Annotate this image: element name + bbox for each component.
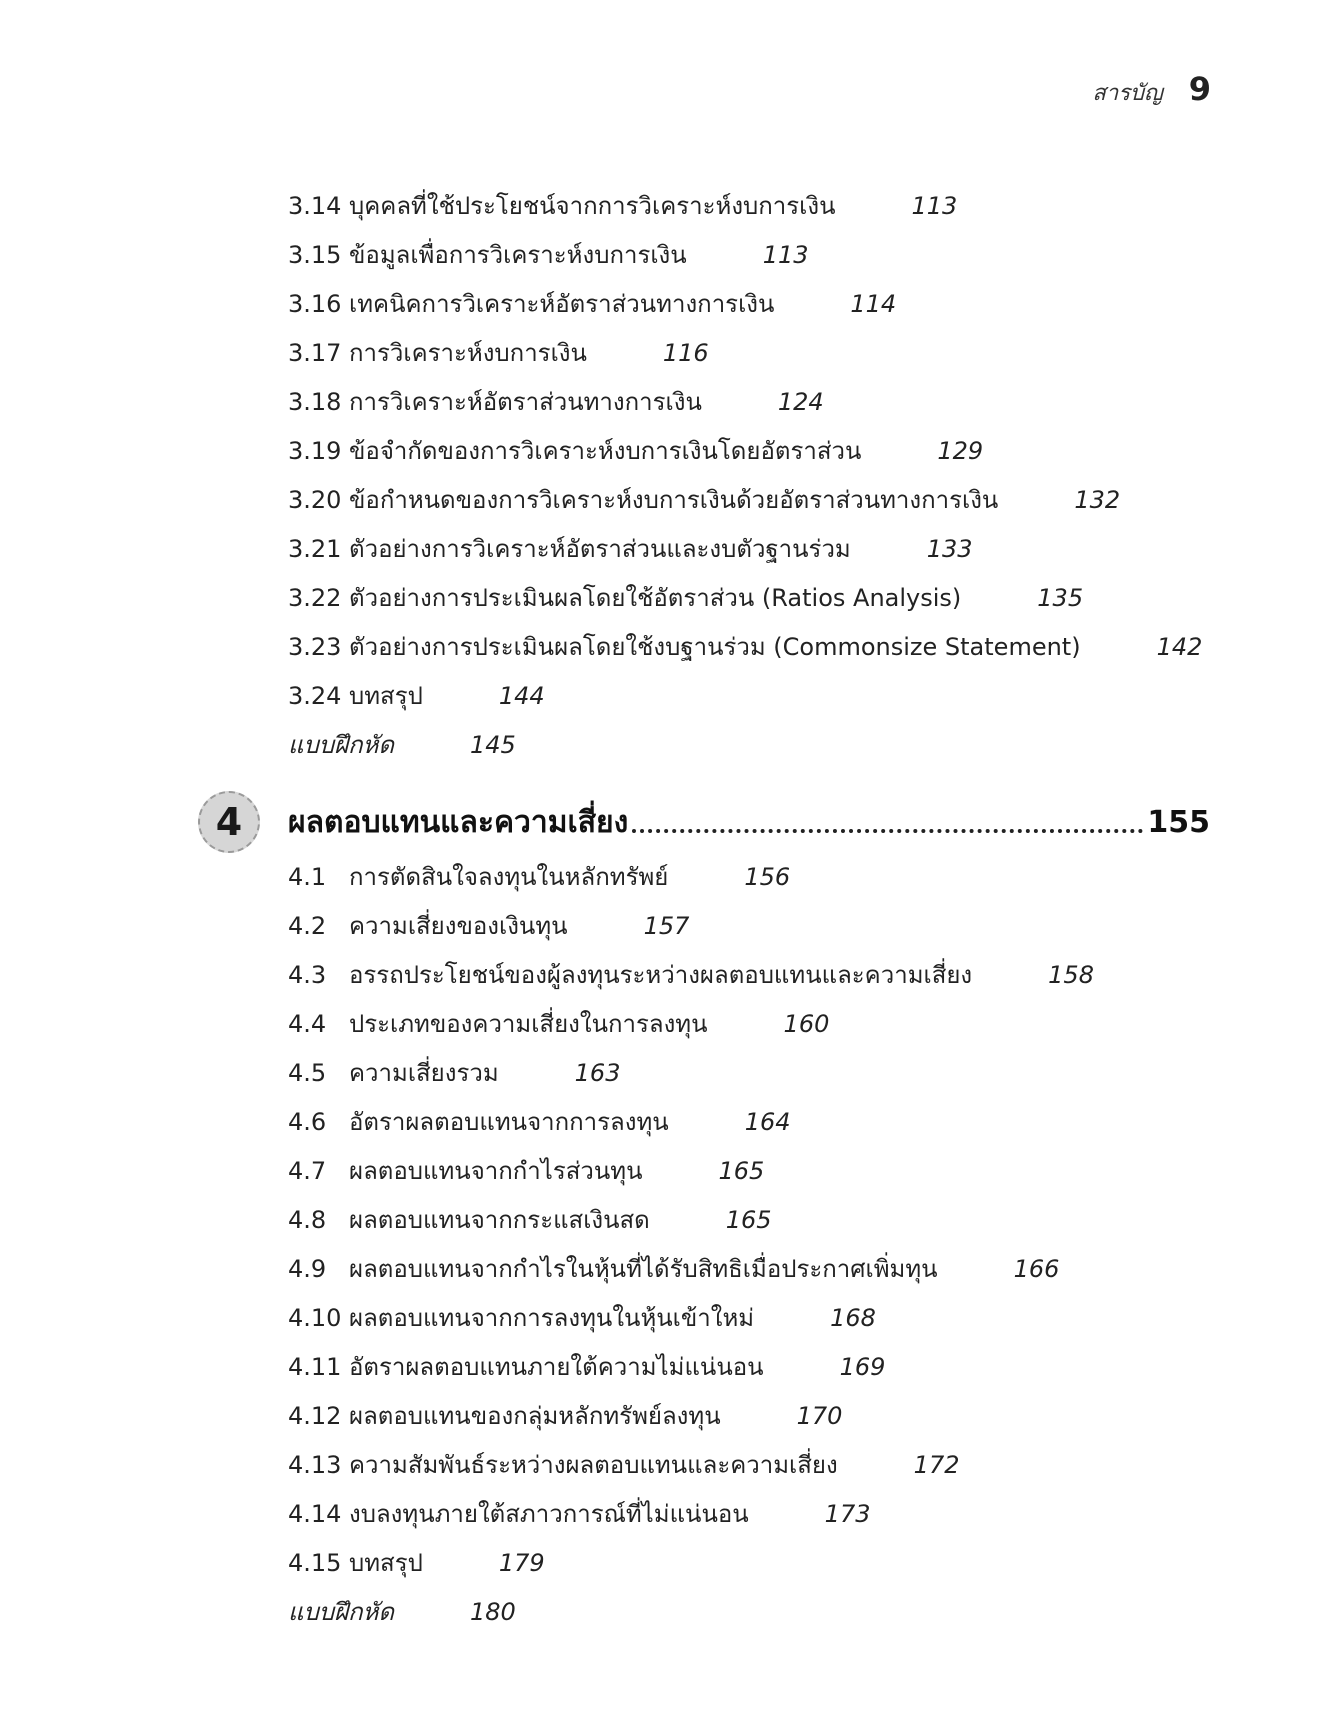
- toc-entry-page: 124: [777, 388, 824, 416]
- toc-entry[interactable]: [288, 1298, 1208, 1347]
- toc-entry-number: 3.17: [288, 339, 342, 367]
- toc-entry-page: 113: [762, 241, 809, 269]
- toc-entry-title: อัตราผลตอบแทนจากการลงทุน: [349, 1108, 669, 1136]
- toc-entry-number: 4.11: [288, 1353, 342, 1381]
- toc-entry-page: 158: [1048, 961, 1094, 989]
- toc-entry[interactable]: [288, 186, 1208, 235]
- toc-entry-number: 4.4: [288, 1010, 327, 1038]
- toc-entry-number: 4.1: [288, 863, 327, 891]
- toc-section-3: [288, 186, 1208, 774]
- toc-entry-page: 168: [830, 1304, 876, 1332]
- toc-entry-page: 144: [498, 682, 545, 710]
- toc-entry-title: ตัวอย่างการประเมินผลโดยใช้อัตราส่วน (Ratios Analysis): [349, 584, 962, 612]
- toc-entry-number: 4.9: [288, 1255, 327, 1283]
- chapter-page-number: 155: [1147, 804, 1210, 840]
- toc-entry-title: ความเสี่ยงของเงินทุน: [349, 912, 568, 940]
- toc-entry[interactable]: [288, 1249, 1208, 1298]
- toc-entry-title: การตัดสินใจลงทุนในหลักทรัพย์: [349, 863, 669, 891]
- toc-entry-title: อัตราผลตอบแทนภายใต้ความไม่แน่นอน: [349, 1353, 764, 1381]
- toc-entry-number: 4.6: [288, 1108, 327, 1136]
- toc-entry-page: 163: [574, 1059, 621, 1087]
- toc-entry[interactable]: [288, 1445, 1208, 1494]
- toc-entry[interactable]: [288, 284, 1208, 333]
- toc-entry-number: 3.20: [288, 486, 342, 514]
- toc-entry-page: 116: [662, 339, 709, 367]
- toc-entry-page: 129: [937, 437, 984, 465]
- toc-entry[interactable]: [288, 235, 1208, 284]
- toc-entry-number: 3.16: [288, 290, 342, 318]
- toc-entry-number: 3.14: [288, 192, 342, 220]
- toc-entry[interactable]: [288, 1200, 1208, 1249]
- toc-exercise-title: แบบฝึกหัด: [288, 731, 394, 759]
- toc-entry-number: 3.15: [288, 241, 342, 269]
- toc-entry-page: 173: [824, 1500, 871, 1528]
- toc-entry[interactable]: [288, 955, 1208, 1004]
- toc-entry-title: อรรถประโยชน์ของผู้ลงทุนระหว่างผลตอบแทนและความเสี่ยง: [349, 961, 973, 989]
- toc-entry-page: 156: [744, 863, 791, 891]
- toc-entry-page: 135: [1037, 584, 1084, 612]
- toc-entry-page: 179: [498, 1549, 545, 1577]
- toc-entry-title: ผลตอบแทนจากการลงทุนในหุ้นเข้าใหม่: [349, 1304, 755, 1332]
- toc-entry-title: บทสรุป: [349, 1549, 423, 1577]
- toc-entry-page: 165: [718, 1157, 765, 1185]
- toc-entry-number: 4.7: [288, 1157, 327, 1185]
- toc-entry-number: 4.15: [288, 1549, 342, 1577]
- toc-entry-title: การวิเคราะห์อัตราส่วนทางการเงิน: [349, 388, 702, 416]
- toc-entry-number: 4.14: [288, 1500, 342, 1528]
- toc-entry-number: 4.12: [288, 1402, 342, 1430]
- toc-entry[interactable]: [288, 1053, 1208, 1102]
- toc-entry-page: 169: [839, 1353, 886, 1381]
- toc-entry-number: 4.2: [288, 912, 327, 940]
- toc-entry[interactable]: [288, 431, 1208, 480]
- dot-leader: [632, 799, 1143, 833]
- toc-entry[interactable]: [288, 1102, 1208, 1151]
- toc-entry-title: เทคนิคการวิเคราะห์อัตราส่วนทางการเงิน: [349, 290, 775, 318]
- toc-entry-number: 4.8: [288, 1206, 327, 1234]
- toc-entry-title: ข้อมูลเพื่อการวิเคราะห์งบการเงิน: [349, 241, 687, 269]
- toc-entry-page: 142: [1156, 633, 1203, 661]
- page-number: 9: [1188, 70, 1211, 108]
- toc-entry-title: บทสรุป: [349, 682, 423, 710]
- toc-entry-number: 3.21: [288, 535, 342, 563]
- toc-entry[interactable]: [288, 1396, 1208, 1445]
- toc-entry-number: 3.22: [288, 584, 342, 612]
- toc-entry[interactable]: [288, 382, 1208, 431]
- chapter-title: ผลตอบแทนและความเสี่ยง: [288, 804, 629, 840]
- toc-entry-title: ข้อกำหนดของการวิเคราะห์งบการเงินด้วยอัตราส่วนทางการเงิน: [349, 486, 999, 514]
- toc-entry-number: 3.23: [288, 633, 342, 661]
- toc-entry-page: 114: [850, 290, 897, 318]
- toc-entry[interactable]: [288, 857, 1208, 906]
- toc-entry-title: ผลตอบแทนจากกำไรในหุ้นที่ได้รับสิทธิเมื่อประกาศเพิ่มทุน: [349, 1255, 938, 1283]
- toc-exercise-title: แบบฝึกหัด: [288, 1598, 394, 1626]
- toc-entry-title: บุคคลที่ใช้ประโยชน์จากการวิเคราะห์งบการเงิน: [349, 192, 836, 220]
- toc-exercise-page: 145: [469, 731, 516, 759]
- toc-entry-title: งบลงทุนภายใต้สภาวการณ์ที่ไม่แน่นอน: [349, 1500, 749, 1528]
- toc-entry-page: 164: [744, 1108, 791, 1136]
- toc-entry-page: 157: [643, 912, 690, 940]
- toc-exercise-entry[interactable]: [288, 725, 1208, 774]
- chapter-heading[interactable]: [198, 792, 1210, 852]
- toc-entry[interactable]: [288, 480, 1208, 529]
- toc-entry[interactable]: [288, 1004, 1208, 1053]
- toc-entry-page: 172: [913, 1451, 960, 1479]
- toc-entry[interactable]: [288, 1151, 1208, 1200]
- toc-entry[interactable]: [288, 627, 1208, 676]
- toc-entry-title: การวิเคราะห์งบการเงิน: [349, 339, 587, 367]
- toc-entry-title: ข้อจำกัดของการวิเคราะห์งบการเงินโดยอัตราส่วน: [349, 437, 862, 465]
- toc-entry-number: 4.13: [288, 1451, 342, 1479]
- toc-entry-title: ผลตอบแทนจากกำไรส่วนทุน: [349, 1157, 643, 1185]
- running-header: [1092, 70, 1211, 110]
- toc-entry-title: ตัวอย่างการวิเคราะห์อัตราส่วนและงบตัวฐานร่วม: [349, 535, 851, 563]
- toc-entry[interactable]: [288, 906, 1208, 955]
- running-header-title: สารบัญ: [1092, 81, 1163, 106]
- toc-entry-number: 3.18: [288, 388, 342, 416]
- toc-entry[interactable]: [288, 1347, 1208, 1396]
- toc-entry-number: 3.19: [288, 437, 342, 465]
- toc-entry-title: ประเภทของความเสี่ยงในการลงทุน: [349, 1010, 708, 1038]
- toc-entry-page: 170: [796, 1402, 843, 1430]
- toc-entry[interactable]: [288, 1494, 1208, 1543]
- chapter-number-badge: 4: [198, 791, 260, 853]
- toc-exercise-page: 180: [469, 1598, 516, 1626]
- toc-entry[interactable]: [288, 529, 1208, 578]
- toc-entry-page: 160: [783, 1010, 830, 1038]
- toc-entry-title: ความเสี่ยงรวม: [349, 1059, 499, 1087]
- toc-entry-number: 4.10: [288, 1304, 342, 1332]
- toc-entry-number: 4.3: [288, 961, 327, 989]
- toc-entry-number: 4.5: [288, 1059, 327, 1087]
- toc-entry-number: 3.24: [288, 682, 342, 710]
- toc-entry[interactable]: [288, 676, 1208, 725]
- toc-entry-page: 113: [911, 192, 958, 220]
- toc-entry[interactable]: [288, 1543, 1208, 1592]
- toc-entry-page: 132: [1074, 486, 1121, 514]
- toc-entry-title: ผลตอบแทนของกลุ่มหลักทรัพย์ลงทุน: [349, 1402, 721, 1430]
- toc-entry-page: 165: [725, 1206, 772, 1234]
- toc-entry-title: ความสัมพันธ์ระหว่างผลตอบแทนและความเสี่ยง: [349, 1451, 838, 1479]
- toc-entry-page: 133: [926, 535, 973, 563]
- toc-entry[interactable]: [288, 333, 1208, 382]
- toc-entry[interactable]: [288, 578, 1208, 627]
- toc-entry-page: 166: [1013, 1255, 1060, 1283]
- toc-entry-title: ตัวอย่างการประเมินผลโดยใช้งบฐานร่วม (Commonsize Statement): [349, 633, 1081, 661]
- toc-section-4: [288, 857, 1208, 1641]
- toc-entry-title: ผลตอบแทนจากกระแสเงินสด: [349, 1206, 650, 1234]
- toc-exercise-entry[interactable]: [288, 1592, 1208, 1641]
